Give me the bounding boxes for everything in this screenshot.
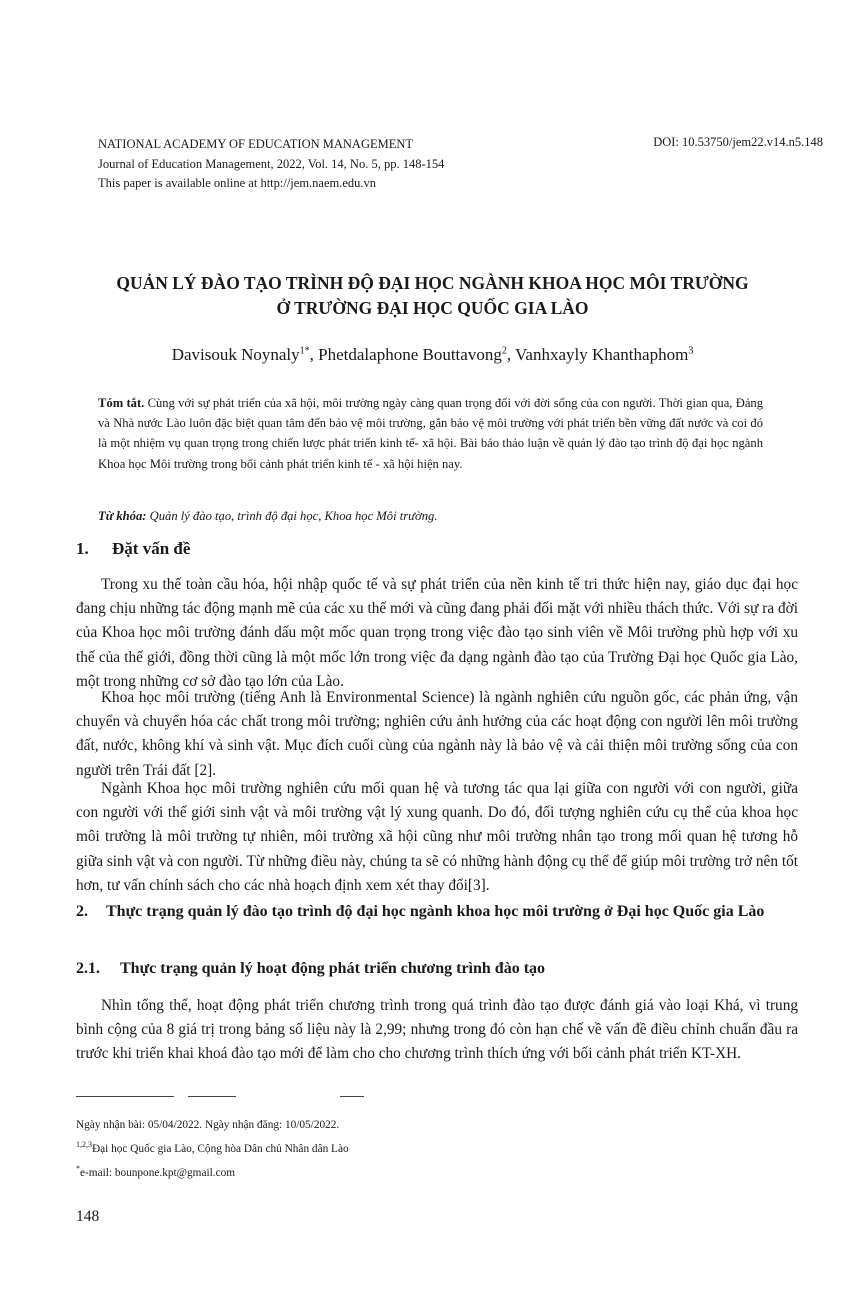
email-note [76, 1159, 349, 1183]
section-number: 2. [76, 903, 88, 920]
doi: DOI: 10.53750/jem22.v14.n5.148 [653, 135, 823, 149]
title-line-2: Ở TRƯỜNG ĐẠI HỌC QUỐC GIA LÀO [276, 298, 589, 318]
section-1-heading [76, 539, 190, 559]
subsection-number: 2.1. [76, 960, 100, 977]
subsection-title: Thực trạng quản lý hoạt động phát triển chương trình đào tạo [120, 960, 546, 977]
footnote-rule [188, 1096, 236, 1097]
keywords-label: Từ khóa: [98, 509, 147, 523]
paragraph: Khoa học môi trường (tiếng Anh là Environmental Science) là ngành nghiên cứu nguồn gốc, các phản ứng, vận chuyển và chuyển hóa các chất trong môi trường; nghiên cứu ảnh hưởng của các hoạt động con người lên môi trường đất, nước, không khí và sinh vật. Mục đích cuối cùng của ngành này là bảo vệ và cải thiện môi trường sống của con người trên Trái đất [2]. [76, 689, 798, 779]
email-text: e-mail: bounpone.kpt@gmail.com [80, 1166, 236, 1179]
affiliation-text: Đại học Quốc gia Lào, Cộng hòa Dân chủ Nhân dân Lào [92, 1142, 349, 1155]
academy-name: NATIONAL ACADEMY OF EDUCATION MANAGEMENT [98, 137, 414, 151]
footnote-rule [340, 1096, 364, 1097]
paragraph: Trong xu thế toàn cầu hóa, hội nhập quốc tế và sự phát triển của nền kinh tế tri thức hiện nay, giáo dục đại học đang chịu những tác động mạnh mẽ của các xu thế mới và cũng đang phải đối mặt với nhiều thách thức. Với sự ra đời của Khoa học môi trường đánh dấu một mốc quan trọng trong việc đào tạo sinh viên về Môi trường phù hợp với xu thế của thế giới, đồng thời cũng là một mốc lớn trong việc đa dạng ngành đào tạo của Trường Đại học Quốc gia Lào, một trong những cơ sở đào tạo lớn của Lào. [76, 576, 798, 690]
abstract-text: Cùng với sự phát triển của xã hội, môi trường ngày càng quan trọng đối với đời sống của con người. Thời gian qua, Đảng và Nhà nước Lào luôn đặc biệt quan tâm đến bảo vệ môi trường, gắn bảo vệ môi trường với phát triển bền vững đất nước và coi đó là một nhiệm vụ quan trọng trong chiến lược phát triển kinh tế- xã hội. Bài báo thảo luận về quản lý đào tạo trình độ đại học ngành Khoa học Môi trường trong bối cảnh phát triển kinh tế - xã hội hiện nay. [98, 396, 764, 471]
footnotes [76, 1116, 349, 1183]
affiliation-note [76, 1135, 349, 1159]
email-mark: * [76, 1163, 80, 1173]
author-name: Phetdalaphone Bouttavong [318, 345, 502, 364]
section-2-1-heading [76, 960, 545, 978]
availability-note: This paper is available online at http://jem.naem.edu.vn [98, 176, 377, 190]
page-number: 148 [76, 1208, 100, 1225]
section-2-heading [76, 900, 798, 924]
author-name: Davisouk Noynaly [171, 345, 300, 364]
received-date: Ngày nhận bài: 05/04/2022. Ngày nhận đăng: 10/05/2022. [76, 1119, 340, 1131]
author-name: Vanhxayly Khanthaphom [515, 345, 689, 364]
affiliation-mark: 1,2,3 [76, 1140, 92, 1149]
abstract [98, 393, 763, 474]
author-separator: , [506, 345, 516, 364]
section-title: Thực trạng quản lý đào tạo trình độ đại học ngành khoa học môi trường ở Đại học Quốc gia Lào [106, 903, 765, 920]
title-line-1: QUẢN LÝ ĐÀO TẠO TRÌNH ĐỘ ĐẠI HỌC NGÀNH KHOA HỌC MÔI TRƯỜNG [116, 273, 749, 293]
author-mark: 3 [688, 345, 694, 357]
paragraph: Nhìn tổng thể, hoạt động phát triển chương trình trong quá trình đào tạo được đánh giá vào loại Khá, vì trung bình cộng của 8 giá trị trong bảng số liệu này là 2,99; nhưng trong đó còn hạn chế về vấn đề điều chỉnh chuẩn đầu ra trước khi triển khai khoá đào tạo mới để làm cho cho chương trình thích ứng với bối cảnh phát triển KT-XH. [76, 997, 798, 1063]
section-number: 1. [76, 539, 89, 558]
author-mark: 1* [299, 345, 310, 357]
keywords [98, 509, 763, 524]
author-mark: 2 [501, 345, 507, 357]
paper-title [60, 271, 805, 321]
author-separator: , [309, 345, 319, 364]
abstract-label: Tóm tắt. [98, 396, 145, 410]
author-list [60, 345, 805, 365]
paragraph: Ngành Khoa học môi trường nghiên cứu mối quan hệ và tương tác qua lại giữa con người với con người, giữa con người với thế giới sinh vật và môi trường vật lý xung quanh. Do đó, đối tượng nghiên cứu cụ thể của khoa học môi trường là môi trường tự nhiên, môi trường xã hội cũng như môi trường nhân tạo trong mối quan hệ tương hỗ giữa sinh vật và con người. Từ những điều này, chúng ta sẽ có những hành động cụ thể để giúp môi trường trở nên tốt hơn, tư vấn chính sách cho các nhà hoạch định xem xét thay đổi[3]. [76, 780, 798, 894]
keywords-text: Quản lý đào tạo, trình độ đại học, Khoa học Môi trường. [146, 509, 438, 523]
journal-header [98, 135, 444, 194]
footnote-rule [76, 1096, 174, 1097]
journal-citation: Journal of Education Management, 2022, Vol. 14, No. 5, pp. 148-154 [98, 156, 445, 171]
section-title: Đặt vấn đề [112, 539, 191, 558]
